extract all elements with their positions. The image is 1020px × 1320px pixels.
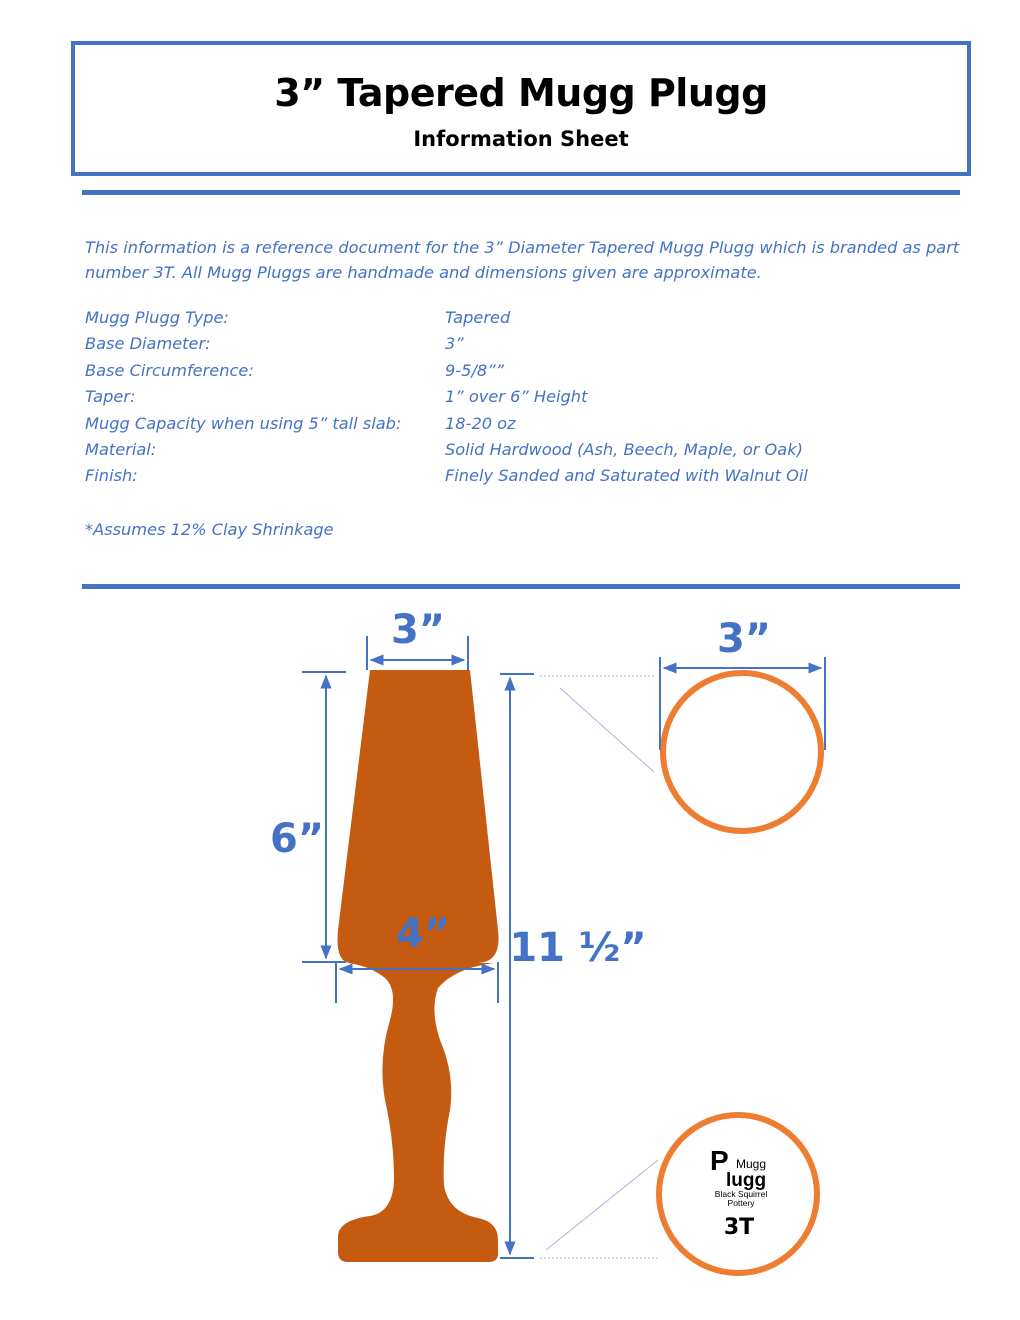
logo-initial: P	[710, 1145, 729, 1176]
spec-label: Mugg Capacity when using 5” tall slab:	[85, 413, 402, 433]
spec-label: Finish:	[85, 466, 138, 486]
page-subtitle: Information Sheet	[413, 127, 629, 151]
circle-diameter-label: 3”	[716, 616, 772, 662]
total-height-label: 11 ½”	[509, 925, 647, 971]
spec-value: Tapered	[445, 308, 511, 327]
mugg-plugg-logo	[710, 1145, 767, 1208]
logo-maker-line1: Black Squirrel	[714, 1189, 768, 1199]
plugg-silhouette	[338, 670, 499, 1262]
spec-value: 18-20 oz	[445, 413, 516, 433]
top-width-label: 3”	[390, 607, 446, 653]
spec-value: 9-5/8””	[445, 360, 504, 380]
part-number: 3T	[723, 1215, 755, 1240]
bottom-width-label: 4”	[395, 911, 451, 957]
shrinkage-note: *Assumes 12% Clay Shrinkage	[85, 520, 334, 539]
logo-maker-line2: Pottery	[727, 1198, 755, 1208]
spec-label: Material:	[85, 439, 157, 459]
spec-value: Finely Sanded and Saturated with Walnut Oil	[445, 466, 808, 486]
top-view-circle	[663, 673, 821, 831]
logo-small-word: Mugg	[736, 1157, 767, 1171]
spec-value: Solid Hardwood (Ash, Beech, Maple, or Oak)	[445, 439, 803, 459]
spec-label: Base Diameter:	[85, 334, 211, 354]
spec-value: 3”	[445, 334, 464, 354]
spec-label: Taper:	[85, 387, 136, 407]
spec-label: Mugg Plugg Type:	[85, 308, 229, 327]
page-title: 3” Tapered Mugg Plugg	[274, 71, 768, 115]
spec-label: Base Circumference:	[85, 360, 254, 380]
logo-large-word: lugg	[726, 1170, 767, 1191]
intro-paragraph: This information is a reference document for the 3” Diameter Tapered Mugg Plugg which is branded as part number 3T. All Mugg Pluggs are handmade and dimensions given are approximate.	[85, 238, 960, 282]
taper-height-label: 6”	[269, 816, 325, 862]
spec-value: 1” over 6” Height	[445, 387, 588, 407]
